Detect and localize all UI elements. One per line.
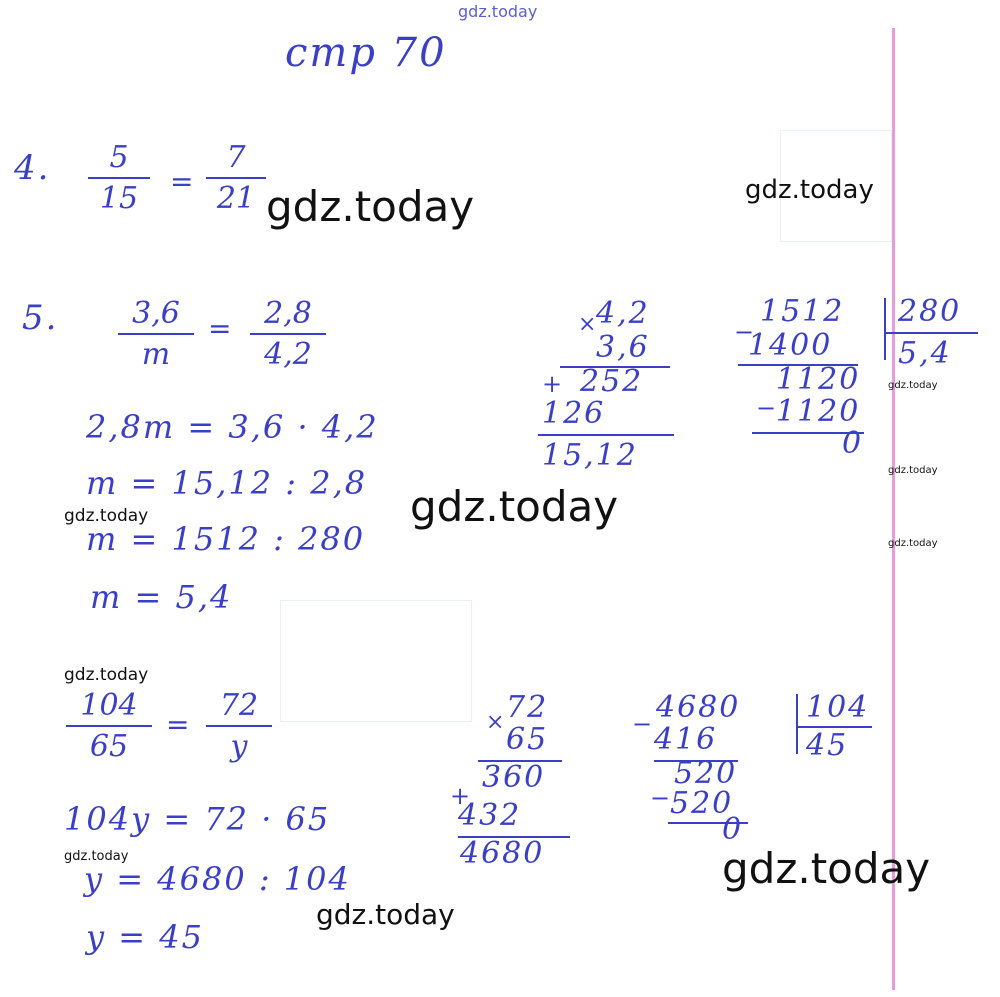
task5a-lhs-fraction: [118, 296, 194, 372]
watermark: gdz.today: [888, 380, 938, 391]
task5a-step3: m = 1512 : 280: [86, 520, 366, 558]
task5a-div-minus: −: [734, 318, 757, 346]
watermark: gdz.today: [888, 465, 938, 476]
task5b-rhs-fraction: [206, 688, 272, 764]
watermark: gdz.today: [722, 844, 931, 893]
task5b-step1: 104y = 72 · 65: [64, 800, 331, 838]
fraction-bar: [206, 177, 266, 179]
task5b-mult-operand1: 72: [506, 690, 549, 725]
task5a-lhs-numerator: 3,6: [132, 296, 180, 331]
task5b-div-remainder1: 520: [674, 756, 738, 791]
task5b-equals: =: [166, 708, 192, 741]
task5a-div-dividend: 1512: [760, 294, 845, 329]
task5b-rhs-numerator: 72: [219, 688, 259, 723]
task5b-div-quotient: 45: [806, 728, 849, 763]
task5a-mult-operand1: 4,2: [596, 296, 650, 331]
task5b-rhs-denominator: y: [230, 729, 248, 764]
task5b-mult-partial1: 360: [482, 760, 546, 795]
task5a-div-minus2: −: [756, 394, 779, 422]
watermark: gdz.today: [64, 849, 129, 864]
task5a-rhs-numerator: 2,8: [264, 296, 312, 331]
watermark: gdz.today: [410, 482, 619, 531]
fraction-bar: [66, 725, 152, 727]
task5b-lhs-fraction: [66, 688, 152, 764]
task5b-div-minus2: −: [650, 784, 673, 812]
task5a-step1: 2,8m = 3,6 · 4,2: [86, 408, 379, 446]
task5b-div-subtrahend2: 520: [670, 786, 734, 821]
fraction-bar: [88, 177, 150, 179]
fraction-bar: [206, 725, 272, 727]
fraction-bar: [118, 333, 194, 335]
task5b-div-divisor: 104: [806, 690, 870, 725]
task5a-step4: m = 5,4: [90, 578, 233, 616]
task5a-mult-sign: ×: [578, 312, 599, 337]
task5a-rhs-fraction: [250, 296, 326, 372]
task4-lhs-denominator: 15: [99, 181, 139, 216]
task5a-mult-partial2: 126: [542, 396, 606, 431]
task5a-mult-operand2: 3,6: [596, 330, 650, 365]
task4-lhs-fraction: [88, 140, 150, 216]
watermark-top: gdz.today: [458, 2, 538, 21]
task5b-step2: y = 4680 : 104: [84, 860, 351, 898]
task5a-div-subtrahend2: 1120: [776, 394, 861, 429]
task5b-lhs-numerator: 104: [80, 688, 138, 723]
task4-rhs-denominator: 21: [216, 181, 256, 216]
task5a-div-quotient: 5,4: [898, 336, 952, 371]
task5a-mult-result: 15,12: [542, 438, 638, 473]
watermark: gdz.today: [64, 506, 149, 526]
task4-lhs-numerator: 5: [109, 140, 129, 175]
watermark: gdz.today: [745, 175, 874, 205]
task5b-div-remainder2: 0: [722, 812, 744, 847]
page-reference: стр 70: [285, 30, 447, 76]
task5a-mult-plus: +: [542, 370, 565, 398]
task5a-div-divisor: 280: [898, 294, 962, 329]
task5a-div-subtrahend1: 1400: [748, 328, 833, 363]
task5a-step2: m = 15,12 : 2,8: [86, 464, 368, 502]
watermark: gdz.today: [64, 665, 149, 685]
task5a-rhs-denominator: 4,2: [264, 337, 312, 372]
task4-equals: =: [170, 165, 196, 198]
task4-number: 4.: [14, 148, 51, 188]
task5a-equals: =: [208, 312, 234, 345]
task5b-mult-result: 4680: [460, 836, 545, 871]
task5b-step3: y = 45: [86, 918, 204, 956]
task5b-mult-partial2: 432: [458, 798, 522, 833]
task5a-mult-partial1: 252: [580, 364, 644, 399]
task5b-div-dividend: 4680: [656, 690, 741, 725]
task5b-div-subtrahend1: 416: [654, 722, 718, 757]
task5a-div-remainder2: 0: [842, 426, 864, 461]
task5b-mult-operand2: 65: [506, 722, 549, 757]
task4-rhs-numerator: 7: [226, 140, 246, 175]
fraction-bar: [250, 333, 326, 335]
task5b-mult-sign: ×: [486, 710, 507, 735]
task5b-mult-plus: +: [450, 782, 473, 810]
background-grid-trace: [280, 600, 472, 722]
division-bar-vertical: [796, 694, 798, 754]
division-bar-horizontal: [886, 332, 978, 334]
watermark: gdz.today: [266, 182, 475, 231]
task5-number: 5.: [22, 298, 59, 338]
watermark: gdz.today: [316, 898, 455, 931]
task5b-div-minus: −: [632, 710, 655, 738]
task4-rhs-fraction: [206, 140, 266, 216]
division-bar-vertical: [884, 298, 886, 360]
rule-line: [538, 434, 674, 436]
task5a-div-remainder1: 1120: [776, 362, 861, 397]
task5b-lhs-denominator: 65: [89, 729, 129, 764]
watermark: gdz.today: [888, 538, 938, 549]
task5a-lhs-denominator: m: [141, 337, 171, 372]
